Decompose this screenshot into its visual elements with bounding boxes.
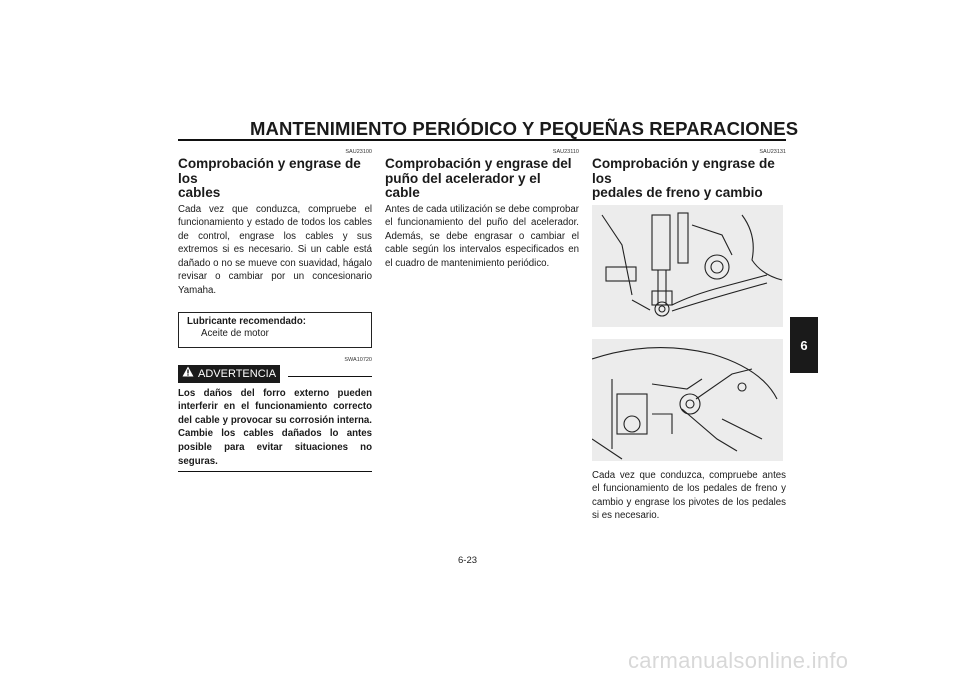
brake-pedal-illustration — [592, 205, 783, 327]
section-code: SAU23100 — [345, 149, 372, 155]
section-pedals — [592, 148, 786, 523]
chapter-tab: 6 — [790, 317, 818, 373]
page-title: MANTENIMIENTO PERIÓDICO Y PEQUEÑAS REPARACIONES — [250, 118, 799, 139]
lubricant-value: Aceite de motor — [201, 327, 269, 339]
warning-triangle-icon — [182, 366, 194, 381]
section-cables — [178, 148, 372, 472]
section-heading — [178, 157, 372, 201]
warning-badge — [178, 365, 280, 383]
page-number: 6-23 — [458, 555, 478, 566]
warning-label: ADVERTENCIA — [198, 367, 277, 380]
section-code: SAU23110 — [552, 149, 579, 155]
section-body: Antes de cada utilización se debe comprobar el funcionamiento del puño del acelerador. Además, se debe engrasar o cambiar el cable según los intervalos especificados en el cuadro de mantenimiento periódico. — [385, 203, 579, 269]
heading-line-1: Comprobación y engrase de los — [178, 156, 361, 186]
section-heading — [592, 157, 786, 201]
heading-line-2: pedales de freno y cambio — [592, 185, 763, 200]
title-rule — [178, 139, 786, 141]
warning-code: SWA10720 — [344, 356, 372, 363]
heading-line-1: Comprobación y engrase del — [385, 156, 572, 171]
heading-line-2: puño del acelerador y el cable — [385, 170, 541, 200]
warning-header — [178, 365, 372, 383]
section-throttle — [385, 148, 579, 270]
lubricant-box — [178, 312, 372, 348]
lubricant-title: Lubricante recomendado: — [187, 315, 306, 327]
warning-text: Los daños del forro externo pueden interferir en el funcionamiento correcto del cable y provocar su corrosión interna. Cambie los cables dañados lo antes posible para evitar situaciones no seguras. — [178, 387, 372, 467]
section-body: Cada vez que conduzca, compruebe el funcionamiento y estado de todos los cables de control, engrase los cables y sus extremos si es necesario. Si un cable está dañado o no se mueve con suavidad, hágalo revisar o cambiar por un concesionario Yamaha. — [178, 203, 372, 297]
heading-line-1: Comprobación y engrase de los — [592, 156, 775, 186]
warning-rule — [288, 376, 372, 377]
watermark: carmanualsonline.info — [628, 648, 849, 673]
heading-line-2: cables — [178, 185, 221, 200]
warning-bottom-rule — [178, 471, 372, 472]
section-body: Cada vez que conduzca, compruebe antes el funcionamiento de los pedales de freno y cambio y engrase los pivotes de los pedales si es necesario. — [592, 469, 786, 522]
section-code: SAU23131 — [759, 149, 786, 155]
section-heading — [385, 157, 579, 201]
shift-pedal-illustration — [592, 339, 783, 461]
